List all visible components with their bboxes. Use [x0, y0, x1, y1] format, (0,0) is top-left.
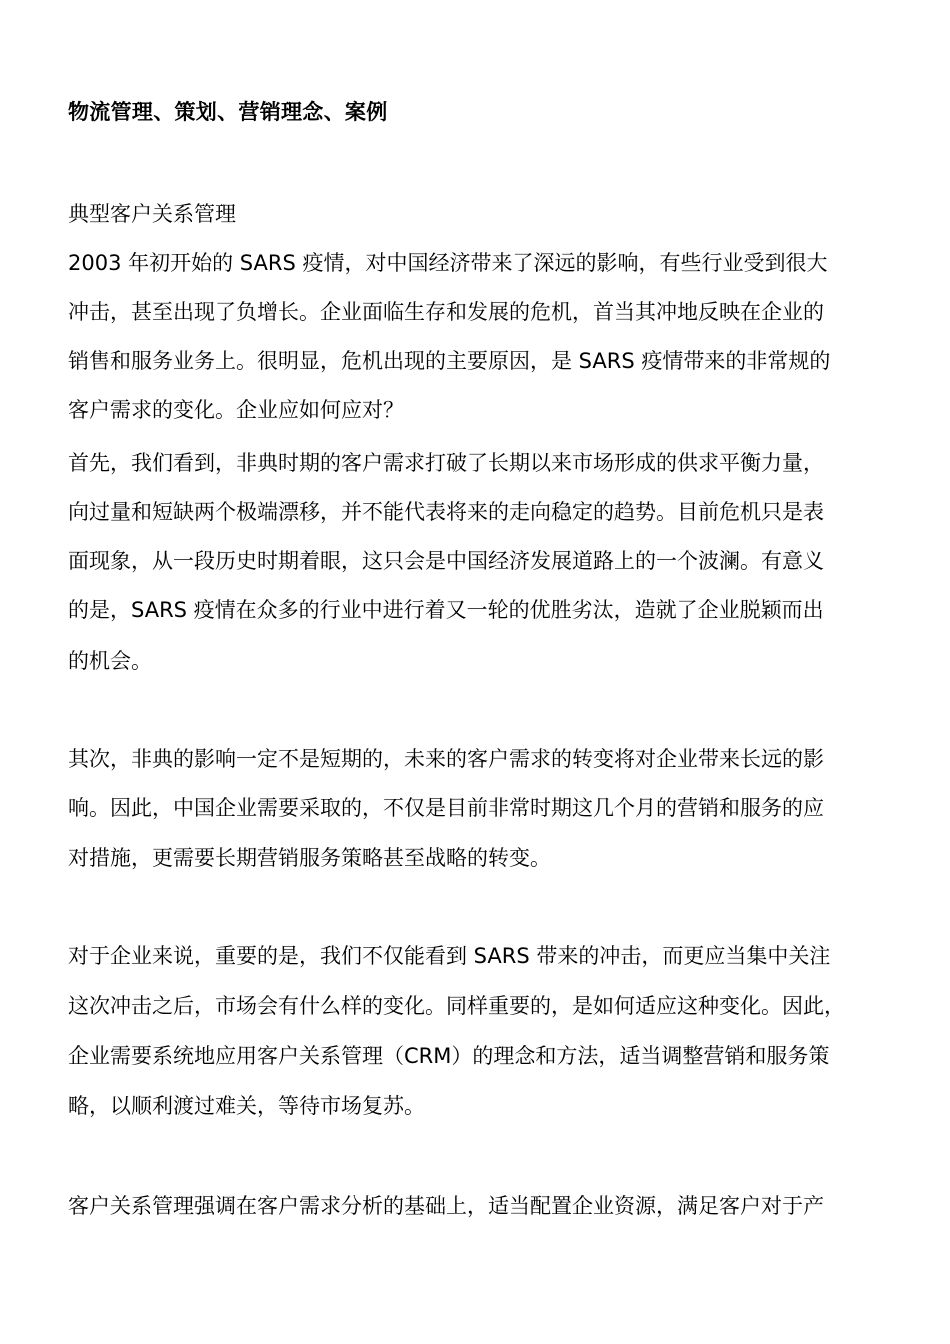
paragraph-4-line-3: 企业需要系统地应用客户关系管理（CRM）的理念和方法，适当调整营销和服务策 — [68, 1044, 830, 1068]
paragraph-5-line-1: 客户关系管理强调在客户需求分析的基础上，适当配置企业资源，满足客户对于产 — [68, 1194, 824, 1218]
document-title: 物流管理、策划、营销理念、案例 — [68, 100, 388, 124]
paragraph-3-line-2: 响。因此，中国企业需要采取的，不仅是目前非常时期这几个月的营销和服务的应 — [68, 796, 824, 820]
paragraph-2-line-4: 的是，SARS 疫情在众多的行业中进行着又一轮的优胜劣汰，造就了企业脱颖而出 — [68, 598, 824, 622]
paragraph-4-line-1: 对于企业来说，重要的是，我们不仅能看到 SARS 带来的冲击，而更应当集中关注 — [68, 944, 831, 968]
paragraph-1-line-4: 客户需求的变化。企业应如何应对？ — [68, 398, 404, 422]
paragraph-3-line-1: 其次，非典的影响一定不是短期的，未来的客户需求的转变将对企业带来长远的影 — [68, 747, 824, 771]
paragraph-2-line-1: 首先，我们看到，非典时期的客户需求打破了长期以来市场形成的供求平衡力量， — [68, 451, 824, 475]
paragraph-2-line-3: 面现象，从一段历史时期着眼，这只会是中国经济发展道路上的一个波澜。有意义 — [68, 549, 824, 573]
document-subtitle: 典型客户关系管理 — [68, 202, 236, 226]
paragraph-1-line-2: 冲击，甚至出现了负增长。企业面临生存和发展的危机，首当其冲地反映在企业的 — [68, 300, 824, 324]
paragraph-3-line-3: 对措施，更需要长期营销服务策略甚至战略的转变。 — [68, 846, 551, 870]
paragraph-4-line-2: 这次冲击之后，市场会有什么样的变化。同样重要的，是如何适应这种变化。因此， — [68, 994, 845, 1018]
paragraph-2-line-5: 的机会。 — [68, 649, 152, 673]
paragraph-4-line-4: 略，以顺利渡过难关，等待市场复苏。 — [68, 1094, 425, 1118]
paragraph-2-line-2: 向过量和短缺两个极端漂移，并不能代表将来的走向稳定的趋势。目前危机只是表 — [68, 500, 824, 524]
paragraph-1-line-1: 2003 年初开始的 SARS 疫情，对中国经济带来了深远的影响，有些行业受到很大 — [68, 251, 828, 275]
paragraph-1-line-3: 销售和服务业务上。很明显，危机出现的主要原因，是 SARS 疫情带来的非常规的 — [68, 349, 831, 373]
